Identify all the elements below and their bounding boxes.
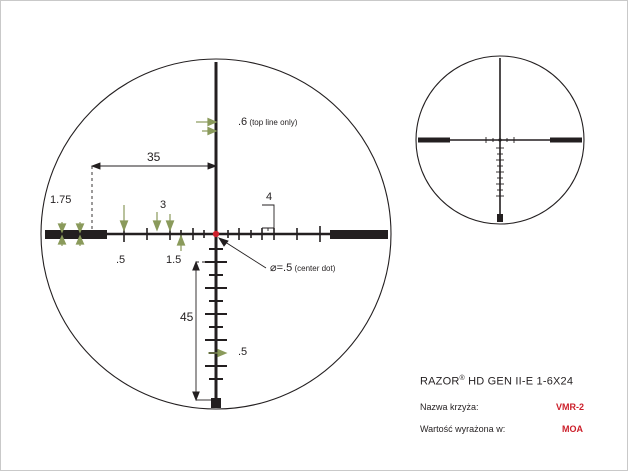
leader-center-dot [219, 238, 266, 268]
center-dot [213, 231, 219, 237]
dim-3 [154, 212, 161, 230]
bottom-post [211, 398, 221, 408]
right-post [330, 230, 388, 239]
dim-top-line [196, 119, 216, 135]
field-label-reticle-name: Nazwa krzyża: [420, 402, 479, 412]
label-top-line-only: .6 (top line only) [238, 116, 298, 128]
label-center-dot: ⌀=.5 (center dot) [270, 262, 336, 274]
label-3: 3 [160, 199, 167, 211]
field-label-unit: Wartość wyrażona w: [420, 424, 506, 434]
field-value-unit: MOA [562, 424, 583, 434]
label-1-75: 1.75 [50, 194, 72, 206]
small-left-post [418, 138, 450, 143]
label-1-5: 1.5 [166, 254, 182, 266]
dim-4 [262, 205, 274, 228]
dim-0-5-left [121, 205, 128, 230]
small-center-dot [498, 138, 501, 141]
left-post [45, 230, 107, 239]
label-35: 35 [147, 150, 161, 164]
label-0-5-left: .5 [116, 254, 126, 266]
label-4: 4 [266, 191, 273, 203]
label-0-5-bottom: .5 [238, 346, 248, 358]
field-value-reticle-name: VMR-2 [556, 402, 585, 412]
product-title: RAZOR® HD GEN II-E 1-6X24 [420, 375, 574, 388]
label-45: 45 [180, 310, 194, 324]
small-right-post [550, 138, 582, 143]
small-bottom-post [497, 214, 503, 222]
